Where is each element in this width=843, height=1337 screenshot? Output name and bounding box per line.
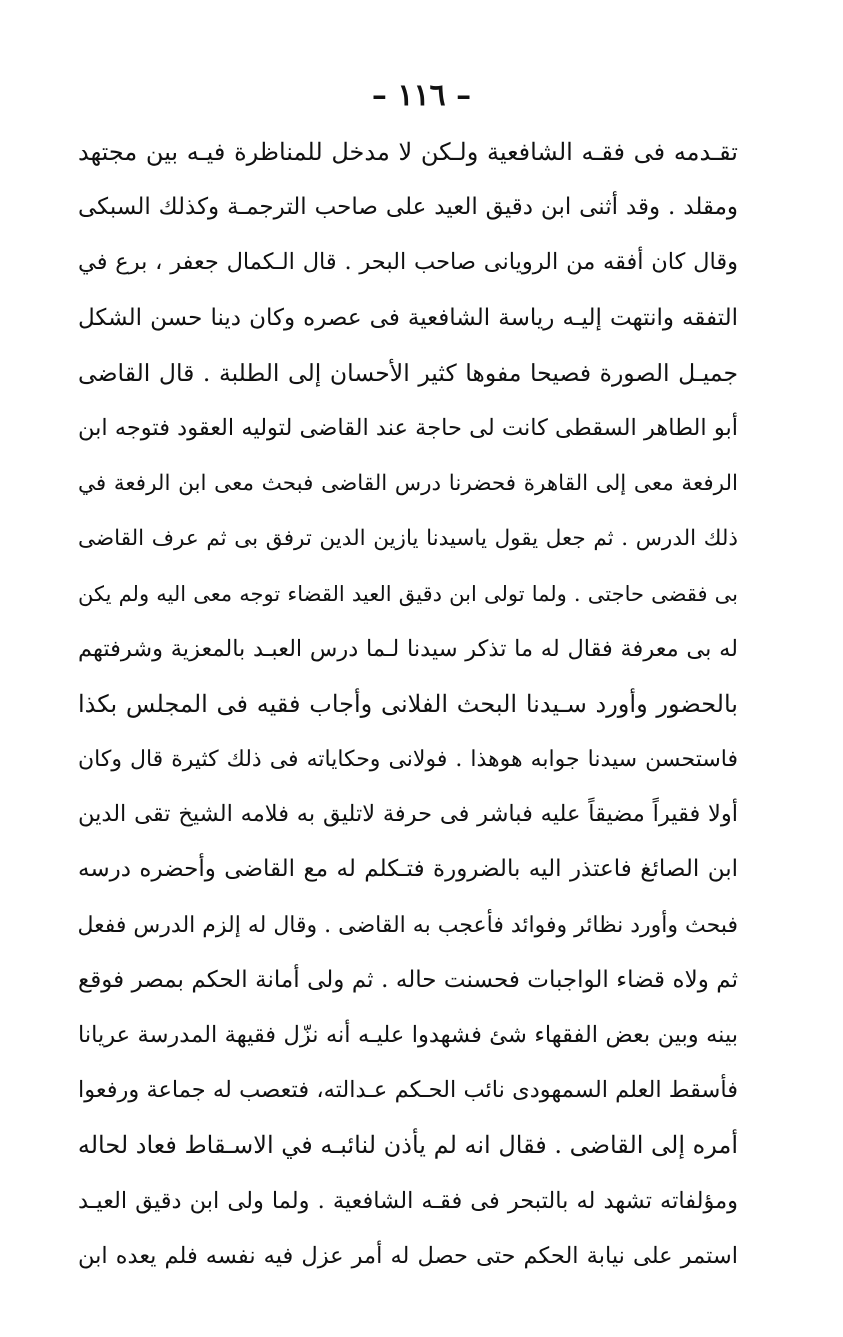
text-line: الرفعة معى إلى القاهرة فحضرنا درس القاضى فبحث معى ابن الرفعة في: [78, 471, 738, 497]
text-line: وقال كان أفقه من الرويانى صاحب البحر . قال الـكمال جعفر ، برع في: [78, 249, 738, 276]
text-line: ثم ولاه قضاء الواجبات فحسنت حاله . ثم ولى أمانة الحكم بمصر فوقع: [78, 966, 738, 993]
text-line: بى فقضى حاجتى . ولما تولى ابن دقيق العيد القضاء توجه معى اليه ولم يكن: [78, 581, 738, 606]
text-line: فأسقط العلم السمهودى نائب الحـكم عـدالته، فتعصب له جماعة ورفعوا: [78, 1077, 738, 1104]
text-line: جميـل الصورة فصيحا مفوها كثير الأحسان إلى الطلبة . قال القاضى: [78, 358, 738, 387]
text-line: ابن الصائغ فاعتذر اليه بالضرورة فتـكلم له مع القاضى وأحضره درسه: [78, 856, 738, 883]
page-number: – ١١٦ –: [371, 78, 472, 113]
text-line: ومؤلفاته تشهد له بالتبحر فى فقـه الشافعية . ولما ولى ابن دقيق العيـد: [78, 1187, 738, 1214]
text-line: ذلك الدرس . ثم جعل يقول ياسيدنا يازين الدين ترفق بى ثم عرف القاضى: [78, 526, 738, 552]
text-line: استمر على نيابة الحكم حتى حصل له أمر عزل فيه نفسه فلم يعده ابن: [78, 1242, 738, 1269]
body-text: [78, 125, 738, 1284]
text-line: التفقه وانتهت إليـه رياسة الشافعية فى عصره وكان دينا حسن الشكل: [78, 304, 738, 331]
text-line: أمره إلى القاضى . فقال انه لم يأذن لنائبـه في الاسـقاط فعاد لحاله: [78, 1131, 738, 1160]
text-line: ومقلد . وقد أثنى ابن دقيق العيد على صاحب الترجمـة وكذلك السبكى: [78, 194, 738, 221]
text-line: أولا فقيراً مضيقاً عليه فباشر فى حرفة لاتليق به فلامه الشيخ تقى الدين: [78, 801, 738, 828]
text-line: بينه وبين بعض الفقهاء شئ فشهدوا عليـه أنه نزّل فقيهة المدرسة عريانا: [78, 1022, 738, 1048]
text-line: بالحضور وأورد سـيدنا البحث الفلانى وأجاب فقيه فى المجلس بكذا: [78, 689, 738, 718]
text-line: أبو الطاهر السقطى كانت لى حاجة عند القاضى لتوليه العقود فتوجه ابن: [78, 414, 738, 441]
text-line: فاستحسن سيدنا جوابه هوهذا . فولانى وحكاياته فى ذلك كثيرة قال وكان: [78, 747, 738, 773]
text-line: له بى معرفة فقال له ما تذكر سيدنا لـما درس العبـد بالمعزية وشرفتهم: [78, 635, 738, 662]
text-line: تقـدمه فى فقـه الشافعية ولـكن لا مدخل للمناظرة فيـه بين مجتهد: [78, 138, 738, 166]
text-line: فبحث وأورد نظائر وفوائد فأعجب به القاضى . وقال له إلزم الدرس ففعل: [78, 912, 738, 938]
